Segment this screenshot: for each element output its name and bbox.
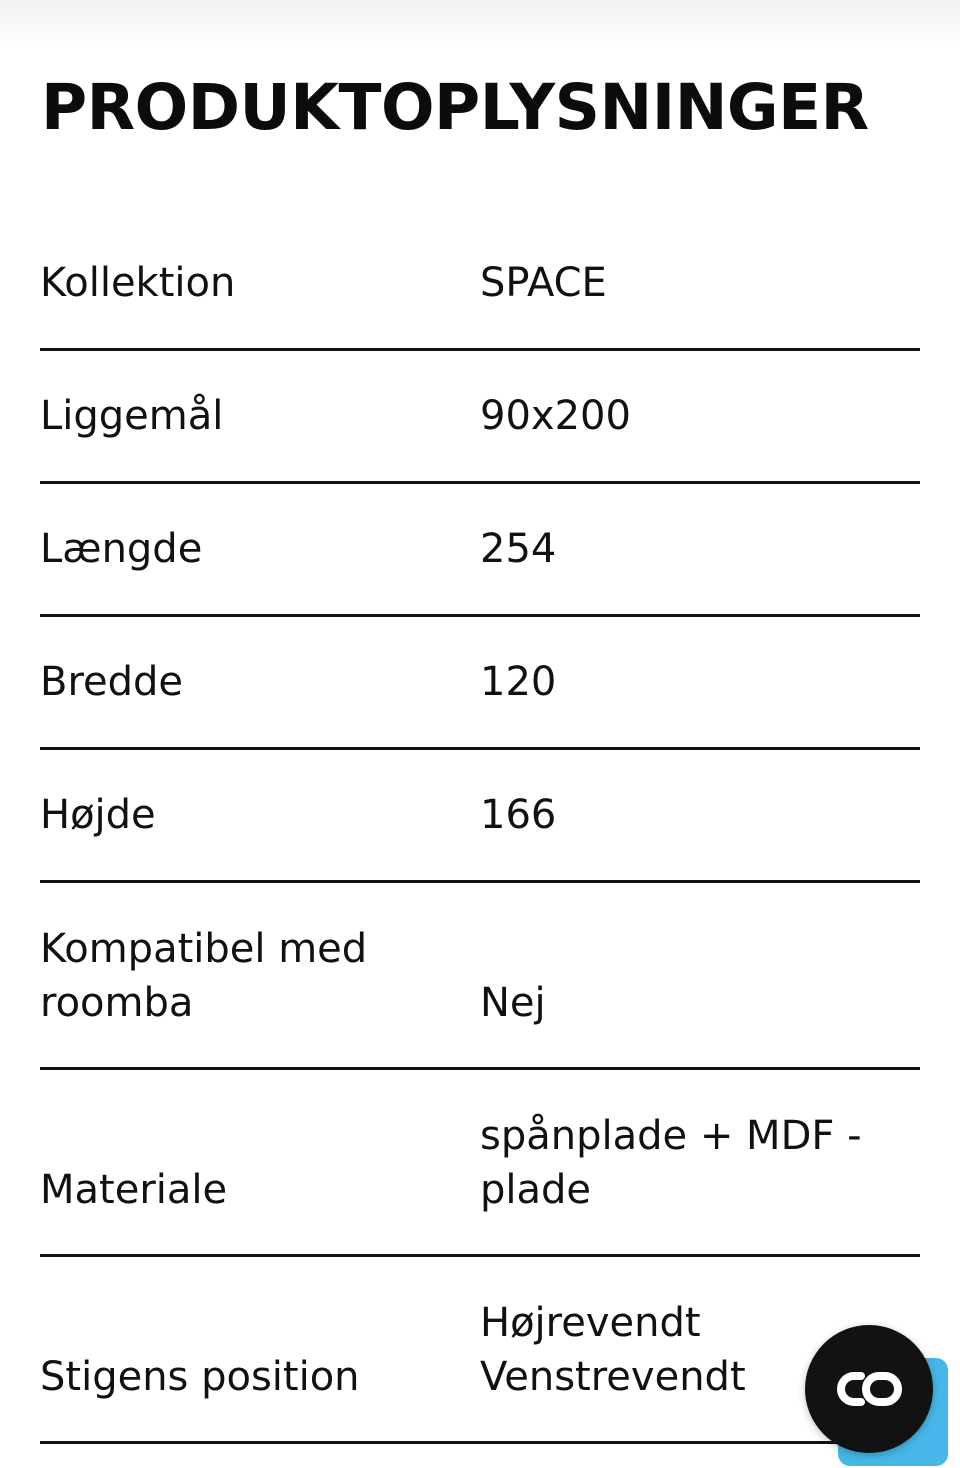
section-heading: PRODUKTOPLYSNINGER <box>41 71 869 144</box>
spec-value: SPACE <box>480 260 607 306</box>
spec-row-sleeping-size <box>40 351 920 484</box>
spec-value: 254 <box>480 526 557 572</box>
spec-row-height <box>40 750 920 883</box>
top-shadow <box>0 0 960 44</box>
spec-value: spånplade + MDF -plade <box>480 1113 862 1213</box>
chat-link-icon <box>833 1368 905 1410</box>
spec-label: Længde <box>40 526 203 572</box>
spec-row-roomba <box>40 883 920 1070</box>
spec-table <box>40 218 920 1444</box>
spec-row-width <box>40 617 920 750</box>
spec-label: Stigens position <box>40 1354 360 1400</box>
spec-label: Højde <box>40 792 156 838</box>
spec-label: Materiale <box>40 1167 228 1213</box>
spec-row-ladder-position <box>40 1257 920 1444</box>
spec-value: 90x200 <box>480 393 631 439</box>
spec-row-length <box>40 484 920 617</box>
spec-row-material <box>40 1070 920 1257</box>
spec-value: 120 <box>480 659 557 705</box>
spec-value: Nej <box>480 980 546 1026</box>
spec-label: Liggemål <box>40 393 224 439</box>
spec-value: Højrevendt Venstrevendt <box>480 1300 746 1400</box>
chat-button[interactable] <box>805 1325 933 1453</box>
spec-value: 166 <box>480 792 557 838</box>
spec-label: Kompatibel med roomba <box>40 926 368 1026</box>
spec-label: Bredde <box>40 659 184 705</box>
spec-row-collection <box>40 218 920 351</box>
spec-label: Kollektion <box>40 260 236 306</box>
